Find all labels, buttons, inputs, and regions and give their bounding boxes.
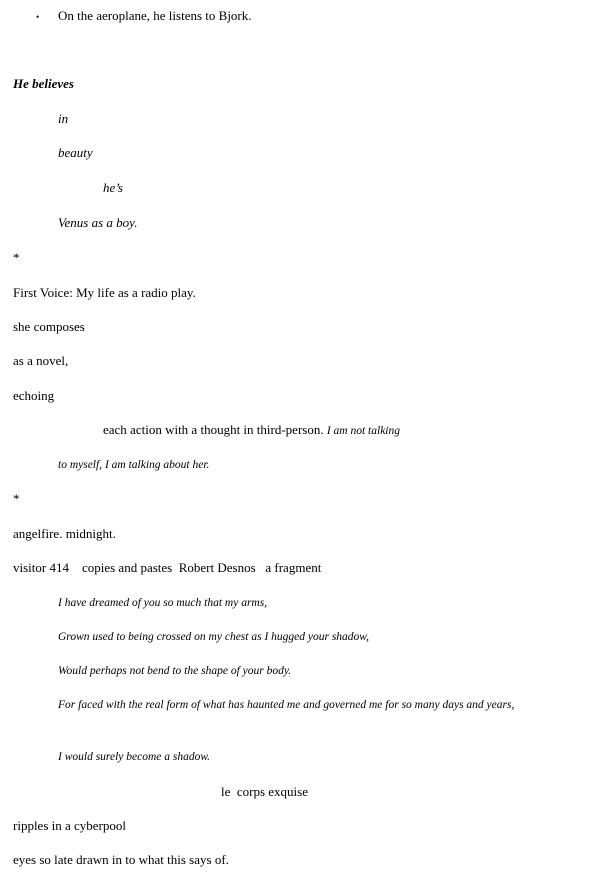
stanza2-line: echoing <box>13 388 55 403</box>
stanza3-line: eyes so late drawn in to what this says of. <box>13 852 229 867</box>
quote-line: I would surely become a shadow. <box>58 751 211 763</box>
section-separator: * <box>13 491 20 506</box>
stanza1-line: in <box>58 111 69 126</box>
quote-line: Would perhaps not bend to the shape of your body. <box>58 665 292 677</box>
stanza1-line: beauty <box>58 145 93 160</box>
stanza3-line: angelfire. midnight. <box>13 526 116 541</box>
quote-line: I have dreamed of you so much that my arms, <box>58 597 268 609</box>
stanza2-line: First Voice: My life as a radio play. <box>13 285 196 300</box>
quote-line: Grown used to being crossed on my chest as I hugged your shadow, <box>58 631 369 643</box>
quote-line: For faced with the real form of what has haunted me and governed me for so many days and years, <box>58 699 515 711</box>
centered-phrase: le corps exquise <box>221 784 309 799</box>
stanza1-line: Venus as a boy. <box>58 215 138 230</box>
stanza1-heading: He believes <box>13 76 74 91</box>
stanza2-line: to myself, I am talking about her. <box>58 459 210 471</box>
stanza1-line: he’s <box>103 180 123 195</box>
stanza2-line: she composes <box>13 319 85 334</box>
bullet-marker: • <box>36 12 40 22</box>
bullet-text: On the aeroplane, he listens to Bjork. <box>58 8 252 23</box>
stanza3-line: visitor 414 copies and pastes Robert Desnos a fragment <box>13 560 322 575</box>
section-separator: * <box>13 250 20 265</box>
stanza3-line: ripples in a cyberpool <box>13 818 126 833</box>
stanza2-line: as a novel, <box>13 353 69 368</box>
stanza2-line-mixed <box>103 422 400 439</box>
stanza2-line5-plain: each action with a thought in third-person. <box>103 422 324 437</box>
stanza2-line5-italic: I am not talking <box>326 425 400 437</box>
